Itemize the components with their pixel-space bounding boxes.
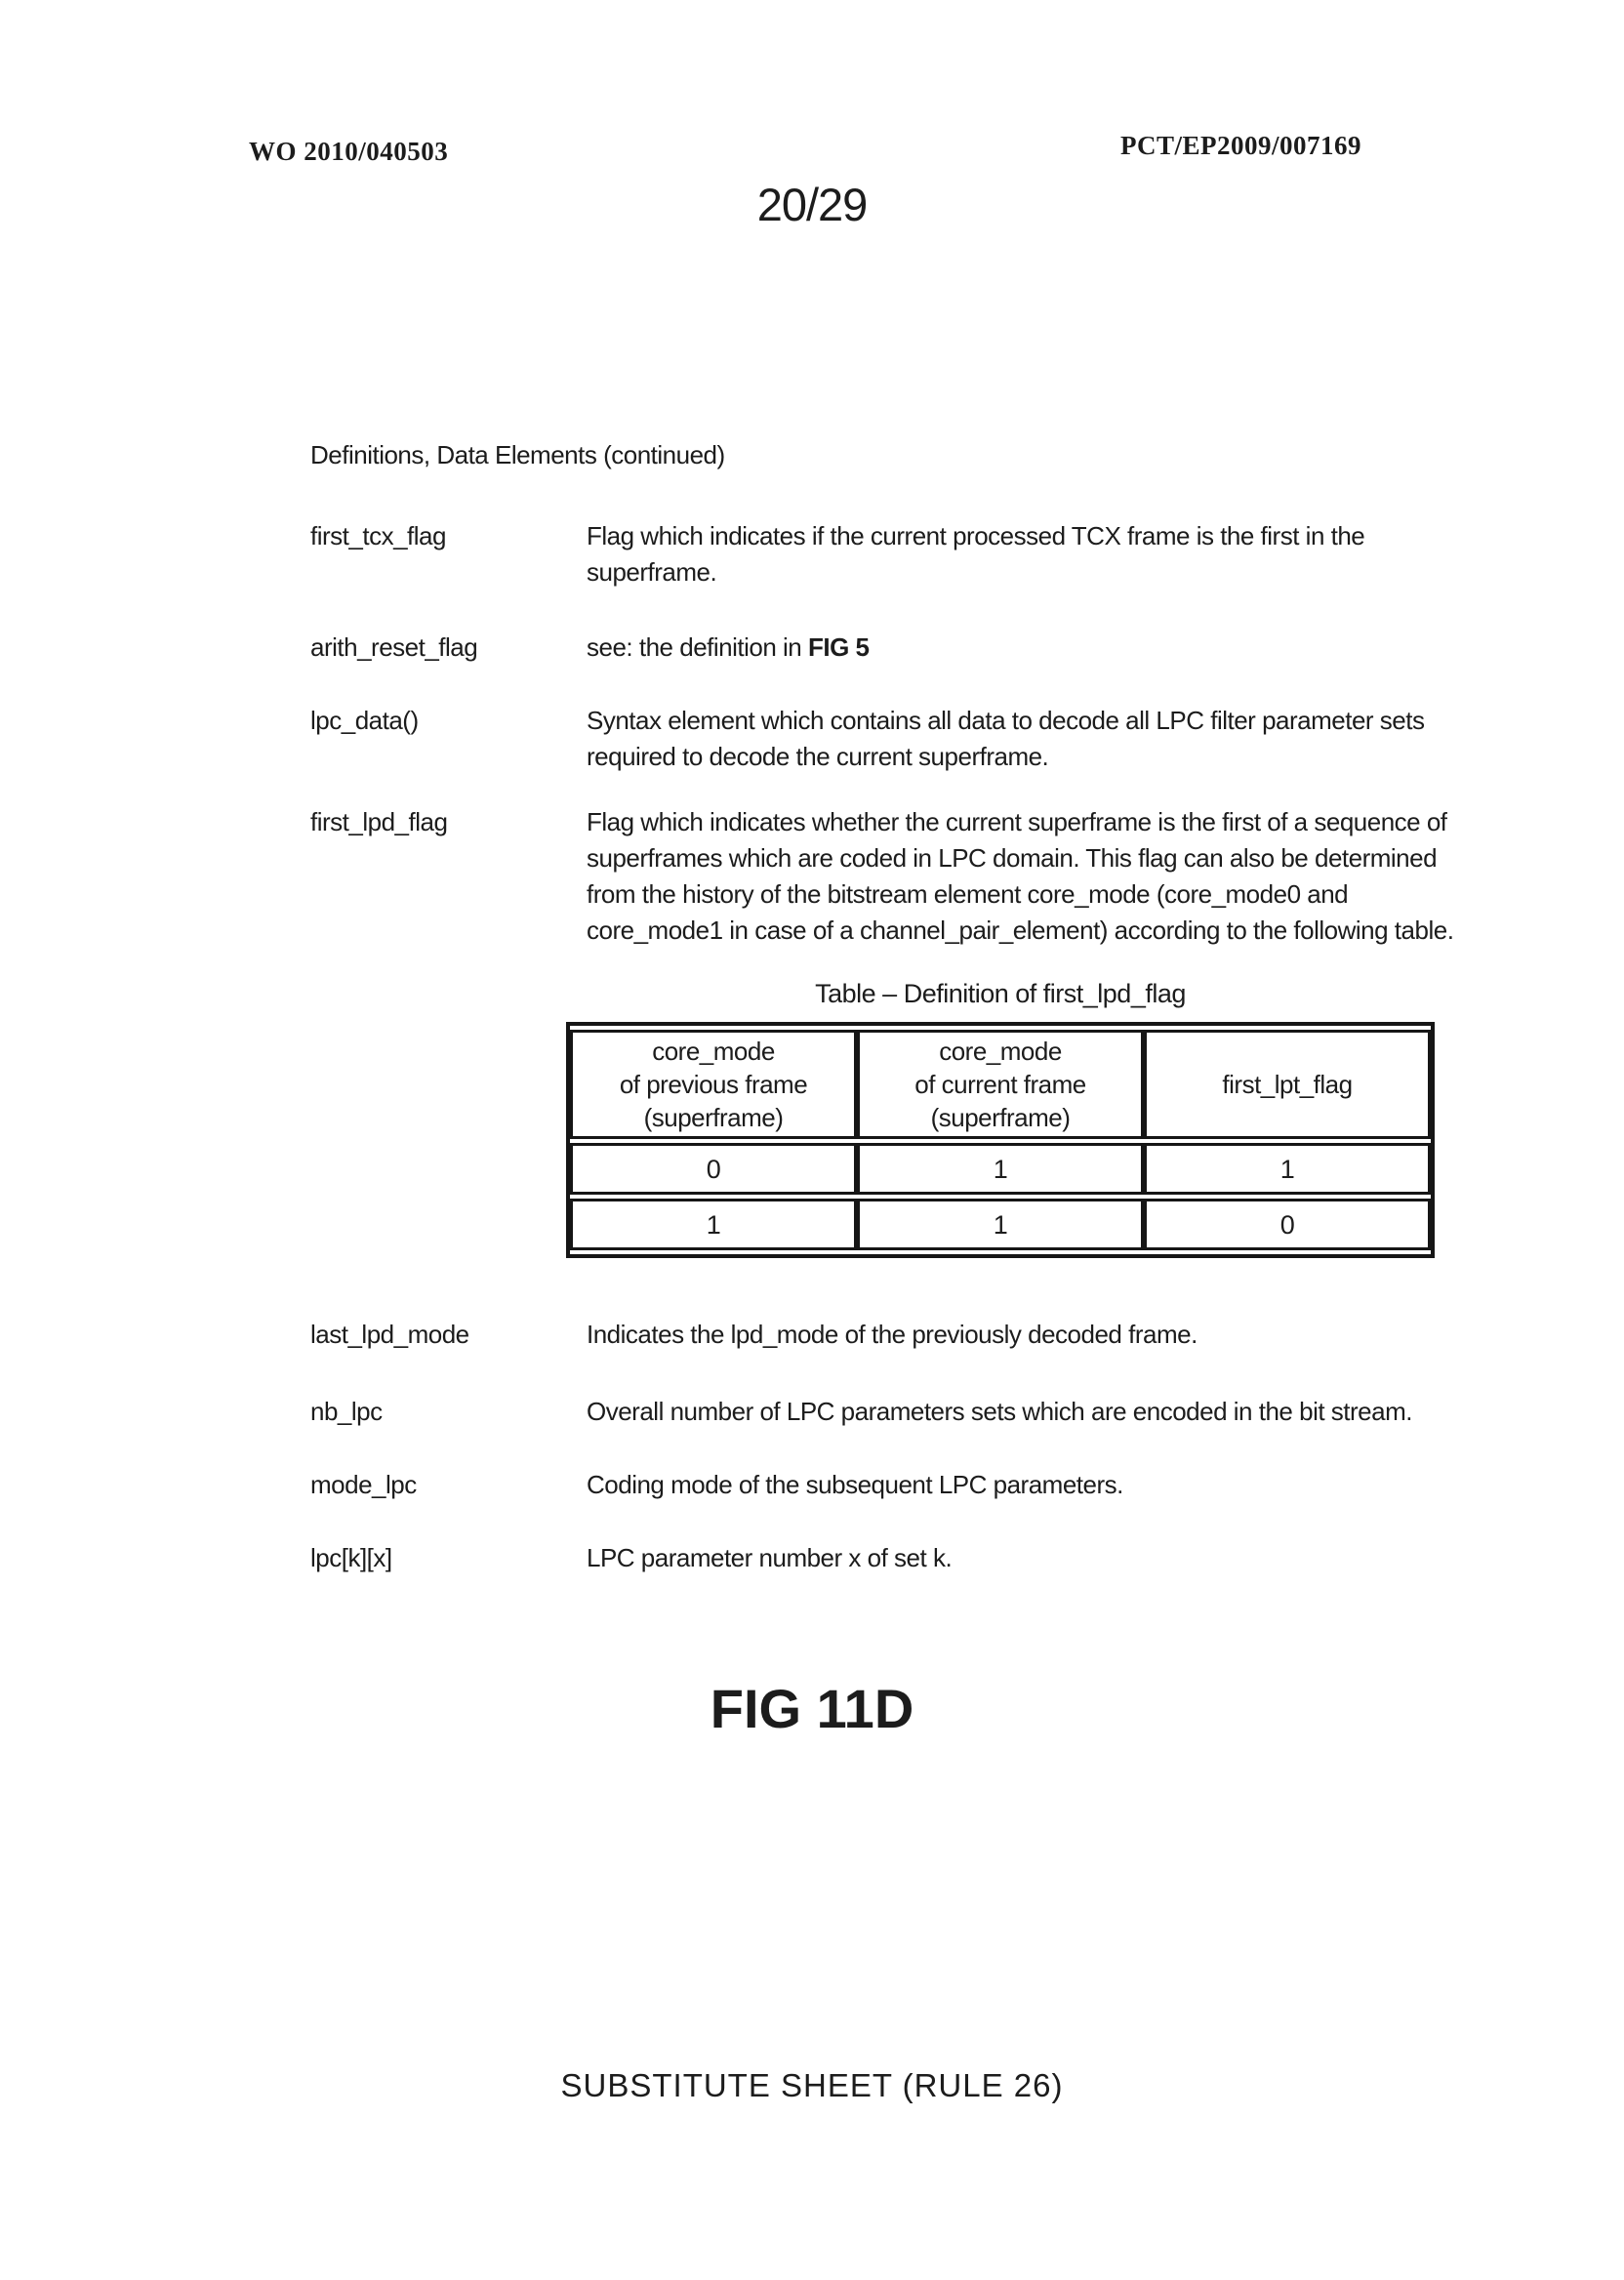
definition-term: lpc_data(): [310, 706, 419, 735]
figure-label: FIG 11D: [710, 1678, 914, 1739]
table-header-row: [570, 1030, 1431, 1139]
definition-term: arith_reset_flag: [310, 632, 478, 662]
table-header-cell-curr-frame: [857, 1030, 1144, 1139]
header-line: of previous frame: [619, 1070, 808, 1099]
table-header: [570, 1030, 1431, 1139]
definition-entry-first-tcx-flag: [310, 518, 1457, 590]
table-row: [570, 1199, 1431, 1250]
header-line: core_mode: [652, 1037, 775, 1066]
first-lpd-flag-table: [566, 1022, 1435, 1258]
table-cell: 1: [1144, 1143, 1431, 1195]
definition-term: first_tcx_flag: [310, 521, 446, 550]
header-line: (superframe): [930, 1103, 1071, 1132]
header-line: core_mode: [939, 1037, 1062, 1066]
definition-text: LPC parameter number x of set k.: [587, 1543, 953, 1572]
application-number: PCT/EP2009/007169: [1120, 131, 1362, 160]
table-header-cell-first-lpt-flag: [1144, 1030, 1431, 1139]
definition-entry-nb-lpc: [310, 1394, 1457, 1430]
table-caption: Table – Definition of first_lpd_flag: [815, 979, 1186, 1008]
table-cell: 0: [570, 1143, 857, 1195]
table-cell: 0: [1144, 1199, 1431, 1250]
sheet-number: 20/29: [756, 179, 868, 230]
definition-entry-arith-reset-flag: [310, 630, 1457, 666]
definition-entry-lpc-k-x: [310, 1540, 1457, 1576]
definition-text: [587, 630, 1457, 666]
definition-text-prefix: see: the definition in: [587, 632, 808, 662]
definitions-section: [310, 437, 1457, 1576]
definition-term: first_lpd_flag: [310, 807, 448, 836]
header-line: of current frame: [914, 1070, 1086, 1099]
definition-text: Overall number of LPC parameters sets which are encoded in the bit stream.: [587, 1397, 1412, 1426]
table-header-cell-prev-frame: [570, 1030, 857, 1139]
definitions-title: Definitions, Data Elements (continued): [310, 440, 725, 469]
definition-text: Syntax element which contains all data to decode all LPC filter parameter sets required to decode the current superframe.: [587, 706, 1425, 771]
publication-number: WO 2010/040503: [249, 137, 449, 166]
definition-entry-lpc-data: [310, 703, 1457, 775]
definition-entry-mode-lpc: [310, 1467, 1457, 1503]
definition-text: Flag which indicates if the current processed TCX frame is the first in the superframe.: [587, 521, 1365, 587]
table-cell: 1: [857, 1199, 1144, 1250]
substitute-sheet-note: SUBSTITUTE SHEET (RULE 26): [560, 2067, 1064, 2103]
header-line: (superframe): [643, 1103, 784, 1132]
figure-reference: FIG 5: [808, 632, 870, 662]
definition-term: nb_lpc: [310, 1397, 383, 1426]
definition-term: mode_lpc: [310, 1470, 417, 1499]
definition-term: last_lpd_mode: [310, 1320, 469, 1349]
definition-text: Coding mode of the subsequent LPC parameters.: [587, 1470, 1123, 1499]
definition-text: Flag which indicates whether the current superframe is the first of a sequence of superframes which are coded in LPC domain. This flag can also be determined from the history of the bitstream element core_mode (core_mode0 and core_mode1 in case of a channel_pair_element) according to the following table.: [587, 807, 1454, 945]
definition-entry-first-lpd-flag: [310, 804, 1457, 949]
definition-term: lpc[k][x]: [310, 1543, 392, 1572]
table-body: [570, 1143, 1431, 1250]
header-line: first_lpt_flag: [1222, 1070, 1353, 1099]
table-row: [570, 1143, 1431, 1195]
definition-text: Indicates the lpd_mode of the previously decoded frame.: [587, 1320, 1198, 1349]
table-cell: 1: [570, 1199, 857, 1250]
definition-entry-last-lpd-mode: [310, 1317, 1457, 1353]
table-cell: 1: [857, 1143, 1144, 1195]
